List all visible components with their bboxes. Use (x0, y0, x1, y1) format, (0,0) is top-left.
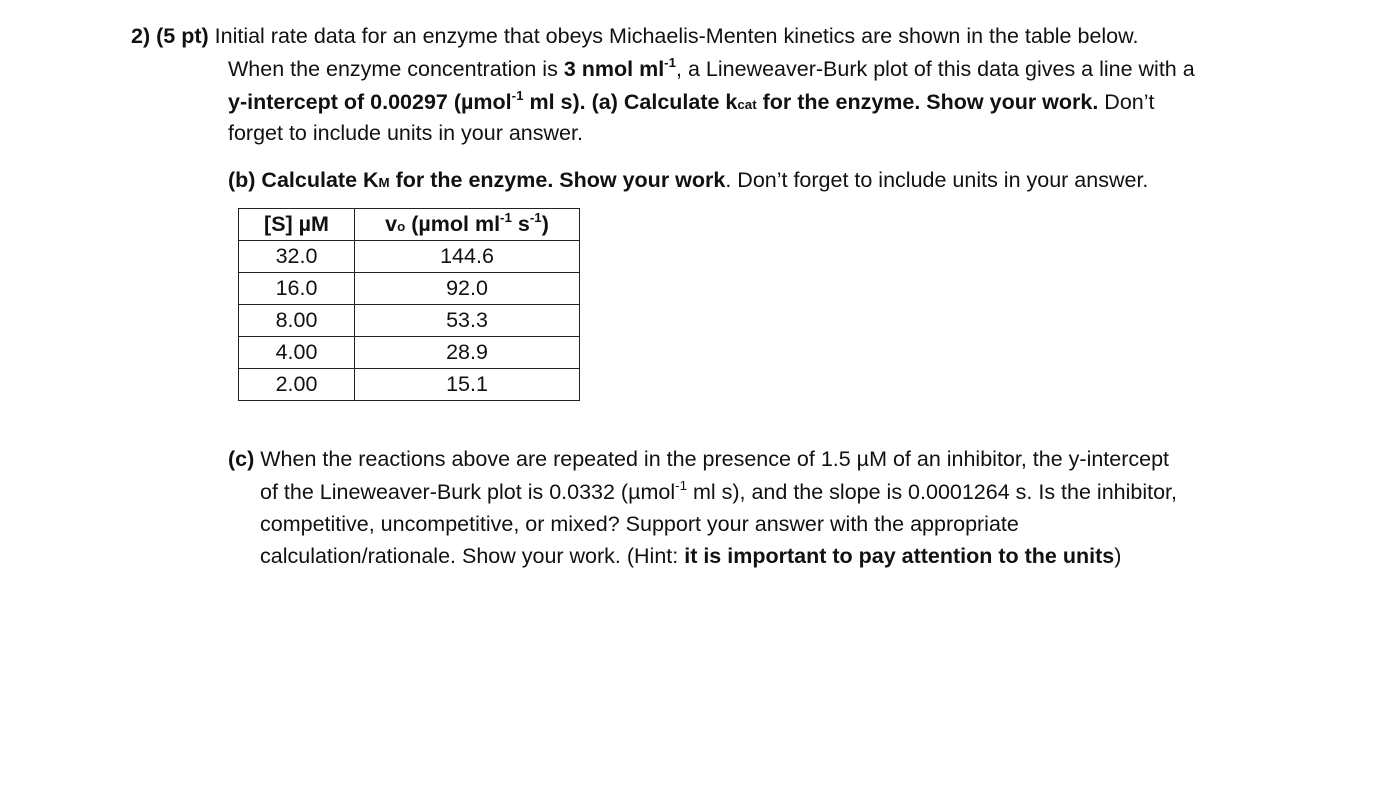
cell-v: 53.3 (355, 305, 580, 337)
y-intercept-value: y-intercept of 0.00297 (µmol$^{-1}$ ml s). (228, 88, 586, 114)
cell-s: 8.00 (239, 305, 355, 337)
part-c-line-3: competitive, uncompetitive, or mixed? Support your answer with the appropriate (260, 512, 1019, 536)
cell-v: 144.6 (355, 241, 580, 273)
question-points: (5 pt) (156, 24, 209, 48)
cell-s: 4.00 (239, 337, 355, 369)
question-line-3: y-intercept of 0.00297 (µmol$^{-1}$ ml s). (a) Calculate $k_{cat}$ for the enzyme. Show your work. Don’t (228, 88, 1155, 114)
rate-data-table (238, 208, 580, 401)
cell-s: 2.00 (239, 369, 355, 401)
part-b-prompt: (b) Calculate $K_M$ for the enzyme. Show your work. Don’t forget to include units in your answer. (228, 168, 1149, 192)
table-row (239, 273, 580, 305)
header-substrate: [S] µM (239, 209, 355, 241)
question-intro: Initial rate data for an enzyme that obeys Michaelis-Menten kinetics are shown in the table below. (214, 24, 1139, 48)
cell-v: 15.1 (355, 369, 580, 401)
enzyme-concentration: 3 nmol $ml^{-1}$ (563, 55, 677, 81)
cell-v: 92.0 (355, 273, 580, 305)
table-row (239, 337, 580, 369)
part-c-line-1: (c) When the reactions above are repeated in the presence of 1.5 µM of an inhibitor, the y-intercept (228, 447, 1170, 471)
part-c-line-4: calculation/rationale. Show your work. (Hint: it is important to pay attention to the units) (260, 544, 1122, 568)
table-row (239, 369, 580, 401)
question-line-1 (131, 23, 1138, 49)
table-header-row (239, 209, 580, 241)
hint-bold: it is important to pay attention to the units (684, 544, 1115, 568)
question-line-2: When the enzyme concentration is 3 nmol $ml^{-1}$, a Lineweaver-Burk plot of this data gives a line with a (228, 55, 1195, 81)
part-a-prompt: (a) Calculate $k_{cat}$ for the enzyme. Show your work. (591, 90, 1099, 114)
question-number: 2) (131, 24, 151, 48)
part-c-label: (c) (228, 447, 255, 471)
part-c-line-2: of the Lineweaver-Burk plot is 0.0332 (µmol$^{-1}$ ml s), and the slope is 0.0001264 s. Is the inhibitor, (260, 478, 1177, 504)
question-line-4: forget to include units in your answer. (228, 121, 583, 145)
table-row (239, 305, 580, 337)
cell-s: 16.0 (239, 273, 355, 305)
table-row (239, 241, 580, 273)
header-velocity: $v_o$ (µmol $ml^{-1}$ $s^{-1}$) (355, 209, 580, 241)
cell-v: 28.9 (355, 337, 580, 369)
cell-s: 32.0 (239, 241, 355, 273)
